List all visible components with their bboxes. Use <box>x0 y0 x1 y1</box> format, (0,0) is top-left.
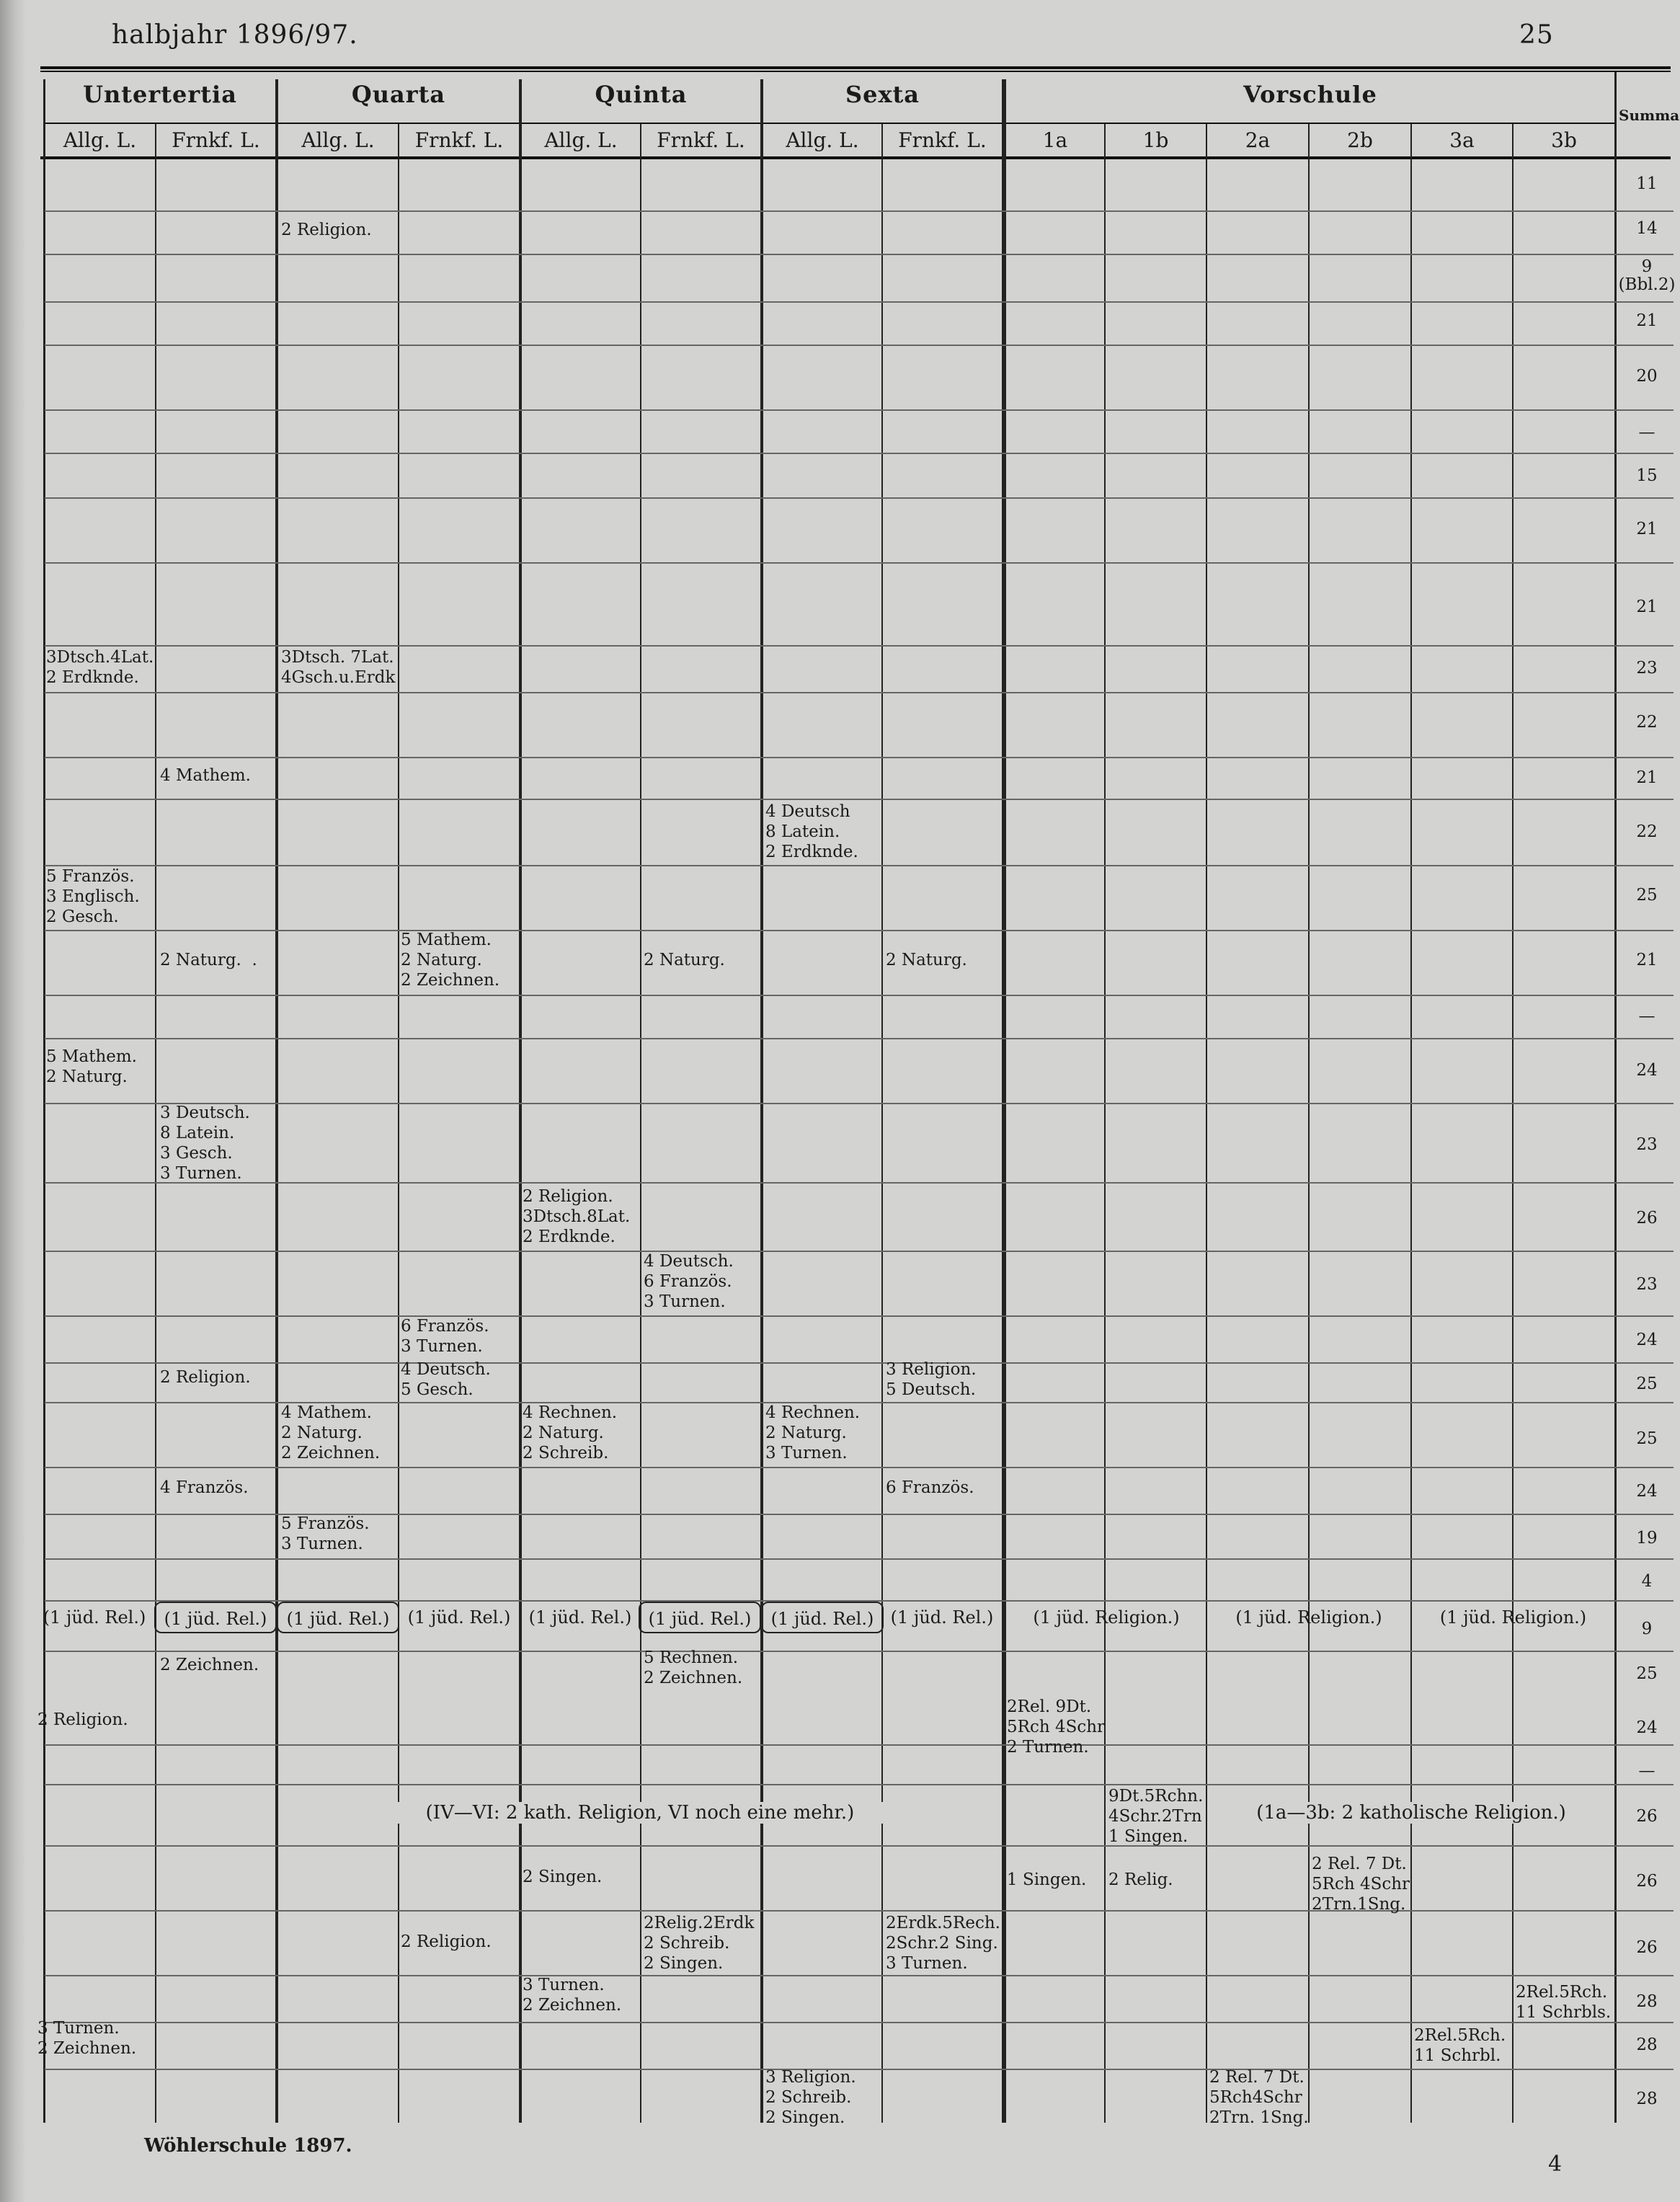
schedule-cell: 6 Französ. 3 Turnen. <box>401 1317 489 1356</box>
schedule-cell: 2Rel.5Rch. 11 Schrbls. <box>1516 1983 1612 2022</box>
row-line <box>45 1744 1674 1746</box>
summa-value: 21 <box>1636 951 1658 969</box>
schedule-cell: 2 Naturg. <box>644 951 725 969</box>
row-line <box>45 453 1674 454</box>
jud-religion-cell: (1 jüd. Religion.) <box>1439 1607 1587 1628</box>
subheader: 2b <box>1347 128 1373 152</box>
summa-value: 21 <box>1636 311 1658 330</box>
summa-header: Summa <box>1619 107 1680 124</box>
schedule-cell: 3 Religion. 2 Schreib. 2 Singen. <box>765 2068 856 2127</box>
schedule-cell: 4 Rechnen. 2 Naturg. 2 Schreib. <box>523 1403 618 1462</box>
schedule-cell: 3 Religion. 5 Deutsch. <box>886 1360 977 1399</box>
summa-value: 26 <box>1636 1209 1658 1227</box>
summa-value: 11 <box>1636 174 1658 193</box>
summa-value: 15 <box>1636 466 1658 485</box>
summa-value: 24 <box>1636 1331 1658 1349</box>
footer-school: Wöhlerschule 1897. <box>144 2135 352 2157</box>
group-header-quinta: Quinta <box>595 81 688 108</box>
subheader: Allg. L. <box>301 128 375 152</box>
top-rule <box>40 66 1671 69</box>
schedule-cell: 5 Französ. 3 Turnen. <box>281 1514 370 1553</box>
summa-value: 4 <box>1641 1572 1653 1591</box>
summa-value: 25 <box>1636 1375 1658 1393</box>
row-line <box>45 345 1674 346</box>
subheader: 2a <box>1245 128 1271 152</box>
jud-religion-cell: (1 jüd. Rel.) <box>43 1607 146 1628</box>
row-line <box>45 2069 1674 2070</box>
schedule-cell: 4 Rechnen. 2 Naturg. 3 Turnen. <box>765 1403 861 1462</box>
schedule-cell: 2 Rel. 7 Dt. 5Rch4Schr 2Trn. 1Sng. <box>1209 2068 1309 2127</box>
subheader: Frnkf. L. <box>172 128 260 152</box>
subheader: 1b <box>1142 128 1169 152</box>
subheader: 3a <box>1449 128 1475 152</box>
summa-value: 24 <box>1636 1482 1658 1501</box>
schedule-cell: 3 Deutsch. 8 Latein. 3 Gesch. 3 Turnen. <box>160 1104 250 1183</box>
row-line <box>45 2022 1674 2023</box>
summa-value: 9 (Bbl.2) <box>1618 257 1676 294</box>
subheader: 3b <box>1551 128 1577 152</box>
jud-religion-cell: (1 jüd. Rel.) <box>528 1607 632 1628</box>
summa-value: 21 <box>1636 598 1658 616</box>
row-line <box>45 210 1674 212</box>
schedule-cell: 2Relig.2Erdk 2 Schreib. 2 Singen. <box>644 1914 755 1973</box>
schedule-cell: 2 Religion. <box>281 221 372 239</box>
row-line <box>45 645 1674 647</box>
summa-value: 28 <box>1636 2090 1658 2108</box>
schedule-cell: 5 Mathem. 2 Naturg. 2 Zeichnen. <box>401 931 500 990</box>
schedule-cell: 5 Rechnen. 2 Zeichnen. <box>644 1648 743 1687</box>
row-line <box>45 1182 1674 1184</box>
row-line <box>45 409 1674 411</box>
row-line <box>45 1558 1674 1560</box>
schedule-cell: 4 Deutsch. 6 Französ. 3 Turnen. <box>644 1252 734 1311</box>
jud-religion-cell: (1 jüd. Rel.) <box>639 1602 761 1633</box>
row-line <box>45 1784 1674 1785</box>
summa-value: 21 <box>1636 768 1658 787</box>
schedule-cell: 4 Französ. <box>160 1478 249 1497</box>
footer-signature: 4 <box>1548 2152 1563 2177</box>
summa-value: 24 <box>1636 1061 1658 1080</box>
jud-religion-cell: (1 jüd. Rel.) <box>154 1602 277 1633</box>
schedule-cell: 4 Deutsch. 5 Gesch. <box>401 1360 491 1399</box>
summa-value: — <box>1638 423 1655 442</box>
row-line <box>45 562 1674 564</box>
schedule-cell: 2 Relig. <box>1108 1870 1173 1889</box>
jud-religion-cell: (1 jüd. Rel.) <box>761 1602 884 1633</box>
schedule-cell: 2 Religion. <box>37 1710 128 1729</box>
schedule-cell: 2 Zeichnen. <box>160 1656 259 1674</box>
row-line <box>45 865 1674 866</box>
schedule-cell: 3 Turnen. 2 Zeichnen. <box>37 2019 137 2058</box>
summa-value: 22 <box>1636 822 1658 841</box>
schedule-cell: 4 Deutsch 8 Latein. 2 Erdknde. <box>765 802 858 861</box>
subheader-rule <box>43 123 1614 124</box>
summa-value: 24 <box>1636 1718 1658 1737</box>
schedule-cell: 3Dtsch. 7Lat. 4Gsch.u.Erdk <box>281 648 396 687</box>
subheader: Frnkf. L. <box>414 128 504 152</box>
jud-religion-cell: (1 jüd. Rel.) <box>890 1607 994 1628</box>
summa-value: 25 <box>1636 1664 1658 1683</box>
schedule-cell: 2 Naturg. . <box>160 951 257 969</box>
summa-value: 14 <box>1636 219 1658 238</box>
jud-religion-cell: (1 jüd. Religion.) <box>1033 1607 1180 1628</box>
row-line <box>45 799 1674 800</box>
schedule-cell: 3 Turnen. 2 Zeichnen. <box>523 1976 622 2015</box>
row-line <box>45 497 1674 499</box>
col-divider <box>1104 124 1106 2123</box>
summa-value: 28 <box>1636 1992 1658 2011</box>
subheader: Allg. L. <box>63 128 137 152</box>
row-line <box>45 692 1674 693</box>
header-bottom-rule <box>40 156 1671 159</box>
schedule-cell: 1 Singen. <box>1007 1870 1087 1889</box>
page-number: 25 <box>1519 20 1554 50</box>
schedule-cell: 4 Mathem. <box>160 766 251 785</box>
top-rule-thin <box>40 71 1671 72</box>
row-line <box>45 1910 1674 1912</box>
schedule-cell: 4 Mathem. 2 Naturg. 2 Zeichnen. <box>281 1403 381 1462</box>
group-divider-heavy <box>1002 79 1006 2123</box>
schedule-cell: 2 Singen. <box>523 1868 603 1886</box>
schedule-cell: 5 Französ. 3 Englisch. 2 Gesch. <box>46 867 140 926</box>
summa-value: — <box>1638 1007 1655 1026</box>
schedule-cell: 5 Mathem. 2 Naturg. <box>46 1047 137 1086</box>
row-line <box>45 254 1674 255</box>
summa-value: 23 <box>1636 659 1658 678</box>
schedule-cell: 3Dtsch.4Lat. 2 Erdknde. <box>46 648 154 687</box>
subheader: Frnkf. L. <box>898 128 987 152</box>
summa-value: 26 <box>1636 1872 1658 1891</box>
page-edge <box>0 0 25 2202</box>
row-line <box>45 995 1674 996</box>
group-header-vorschule: Vorschule <box>1243 81 1377 108</box>
note-kath-religion-vorschule: (1a—3b: 2 katholische Religion.) <box>1209 1802 1614 1824</box>
summa-value: 25 <box>1636 1429 1658 1448</box>
schedule-cell: 2 Naturg. <box>886 951 967 969</box>
schedule-cell: 6 Französ. <box>886 1478 974 1497</box>
summa-value: 26 <box>1636 1938 1658 1957</box>
summa-value: 26 <box>1636 1807 1658 1826</box>
summa-value: 25 <box>1636 886 1658 905</box>
summa-value: 21 <box>1636 520 1658 538</box>
group-header-untertertia: Untertertia <box>83 81 237 108</box>
schedule-cell: 2 Religion. <box>401 1932 492 1951</box>
subheader: 1a <box>1042 128 1068 152</box>
summa-value: 9 <box>1641 1620 1653 1638</box>
table-left-border <box>43 79 45 2123</box>
jud-religion-cell: (1 jüd. Religion.) <box>1235 1607 1382 1628</box>
row-line <box>45 1362 1674 1364</box>
schedule-cell: 2 Religion. 3Dtsch.8Lat. 2 Erdknde. <box>523 1187 631 1246</box>
summa-value: 23 <box>1636 1275 1658 1294</box>
group-header-quarta: Quarta <box>351 81 446 108</box>
row-line <box>45 1038 1674 1039</box>
col-divider <box>155 124 156 2123</box>
col-divider <box>1206 124 1207 2123</box>
row-line <box>45 1315 1674 1317</box>
page-header-title: halbjahr 1896/97. <box>112 20 358 50</box>
row-line <box>45 930 1674 931</box>
schedule-cell: 2 Rel. 7 Dt. 5Rch 4Schr 2Trn.1Sng. <box>1312 1855 1410 1914</box>
jud-religion-cell: (1 jüd. Rel.) <box>277 1602 399 1633</box>
row-line <box>45 1251 1674 1252</box>
row-line <box>45 757 1674 758</box>
row-line <box>45 1845 1674 1847</box>
group-header-sexta: Sexta <box>845 81 920 108</box>
note-kath-religion-iv-vi: (IV—VI: 2 kath. Religion, VI noch eine mehr.) <box>278 1802 1002 1824</box>
row-line <box>45 1651 1674 1652</box>
row-line <box>45 1467 1674 1468</box>
schedule-cell: 9Dt.5Rchn. 4Schr.2Trn 1 Singen. <box>1108 1787 1204 1846</box>
row-line <box>45 1975 1674 1976</box>
subheader: Allg. L. <box>786 128 859 152</box>
summa-value: 20 <box>1636 367 1658 386</box>
row-line <box>45 301 1674 303</box>
schedule-cell: 2Rel. 9Dt. 5Rch 4Schr 2 Turnen. <box>1007 1697 1106 1757</box>
summa-value: 28 <box>1636 2035 1658 2054</box>
subheader: Allg. L. <box>544 128 618 152</box>
jud-religion-cell: (1 jüd. Rel.) <box>407 1607 511 1628</box>
summa-value: 22 <box>1636 713 1658 732</box>
summa-value: 19 <box>1636 1529 1658 1548</box>
summa-value: 23 <box>1636 1135 1658 1154</box>
schedule-cell: 2Rel.5Rch. 11 Schrbl. <box>1414 2026 1506 2065</box>
summa-value: — <box>1638 1762 1655 1780</box>
subheader: Frnkf. L. <box>657 128 745 152</box>
row-line <box>45 1103 1674 1104</box>
schedule-cell: 2Erdk.5Rech. 2Schr.2 Sing. 3 Turnen. <box>886 1914 1000 1973</box>
schedule-cell: 2 Religion. <box>160 1368 251 1387</box>
